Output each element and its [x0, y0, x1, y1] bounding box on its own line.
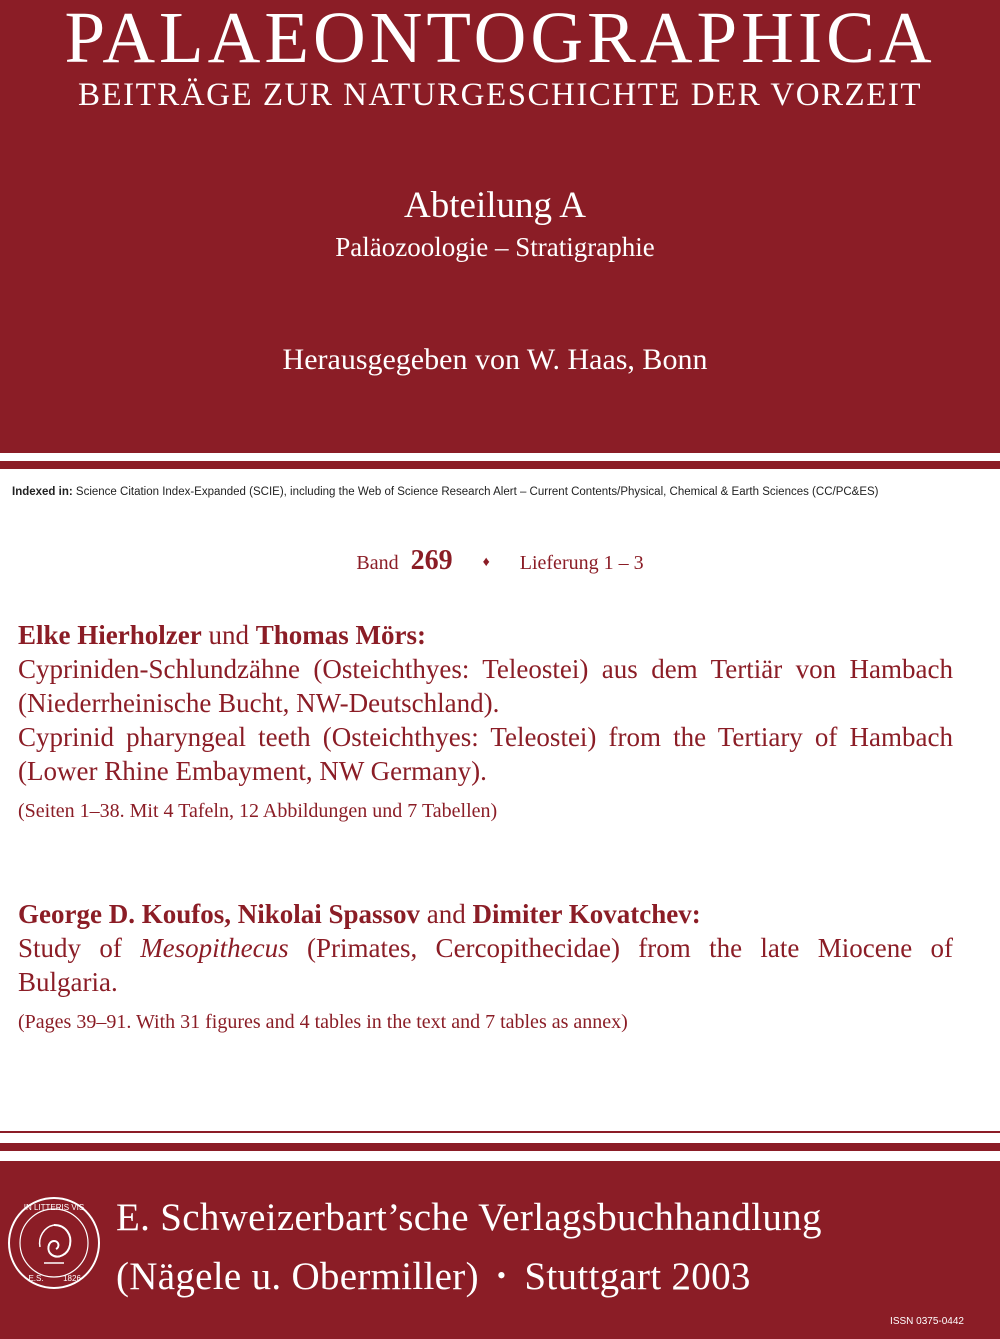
header-band [0, 0, 1000, 453]
publisher-line-1: E. Schweizerbart’sche Verlagsbuchhandlung [116, 1196, 822, 1239]
author-connector: und [208, 620, 249, 650]
editor-line: Herausgegeben von W. Haas, Bonn [282, 343, 708, 376]
publisher-line-2 [116, 1254, 751, 1304]
article-2 [18, 897, 953, 1035]
indexed-label: Indexed in: [12, 486, 73, 498]
author: Nikolai Spassov [237, 899, 421, 929]
section-title: Abteilung A [404, 185, 586, 226]
diamond-separator: ♦ [482, 555, 490, 570]
article-1-authors [18, 618, 953, 652]
divider-top [0, 461, 1000, 469]
article-1-title-de: Cypriniden-Schlundzähne (Osteichthyes: Teleostei) aus dem Tertiär von Hambach (Niederrheinische Bucht, NW-Deutschland). [18, 654, 953, 718]
seal-text-top: IN LITTERIS VIS [23, 1203, 85, 1212]
author: Thomas Mörs: [255, 620, 426, 650]
indexed-text: Science Citation Index-Expanded (SCIE), including the Web of Science Research Alert – Current Contents/Physical, Chemical & Earth Sciences (CC/PC&ES) [75, 486, 879, 498]
issue-line [0, 545, 1000, 577]
author: George D. Koufos, [18, 899, 231, 929]
band-number: 269 [410, 545, 453, 576]
publisher-owners: (Nägele u. Obermiller) [116, 1255, 479, 1298]
divider-bottom-thin [0, 1131, 1000, 1133]
article-2-authors [18, 897, 953, 931]
article-1 [18, 618, 953, 824]
band-label: Band [356, 552, 399, 574]
issn: ISSN 0375-0442 [890, 1316, 964, 1327]
divider-bottom-thick [0, 1143, 1000, 1151]
author: Elke Hierholzer [18, 620, 202, 650]
article-2-title [18, 931, 953, 999]
publisher-seal-icon [6, 1195, 102, 1291]
article-1-title-en: Cyprinid pharyngeal teeth (Osteichthyes: Teleostei) from the Tertiary of Hambach (Lower Rhine Embayment, NW Germany). [18, 722, 953, 786]
title-pre: Study of [18, 933, 122, 963]
seal-year: 1826 [63, 1274, 81, 1283]
author: Dimiter Kovatchev: [472, 899, 701, 929]
title-genus: Mesopithecus [140, 933, 289, 963]
indexed-in [12, 486, 997, 498]
article-1-pages: (Seiten 1–38. Mit 4 Tafeln, 12 Abbildungen und 7 Tabellen) [18, 800, 498, 822]
section-subject: Paläozoologie – Stratigraphie [335, 232, 655, 262]
journal-subtitle: BEITRÄGE ZUR NATURGESCHICHTE DER VORZEIT [77, 77, 923, 113]
bullet-separator: • [496, 1261, 507, 1290]
author-connector: and [426, 899, 466, 929]
article-2-pages: (Pages 39–91. With 31 figures and 4 tables in the text and 7 tables as annex) [18, 1011, 628, 1033]
seal-initials: E.S. [28, 1274, 44, 1283]
lieferung: Lieferung 1 – 3 [519, 552, 644, 574]
title-post: (Primates, Cercopithecidae) from the late Miocene of Bulgaria. [18, 933, 954, 997]
publisher-place-year: Stuttgart 2003 [524, 1255, 751, 1298]
journal-title: PALAEONTOGRAPHICA [64, 0, 936, 78]
footer-band [0, 1161, 1000, 1339]
